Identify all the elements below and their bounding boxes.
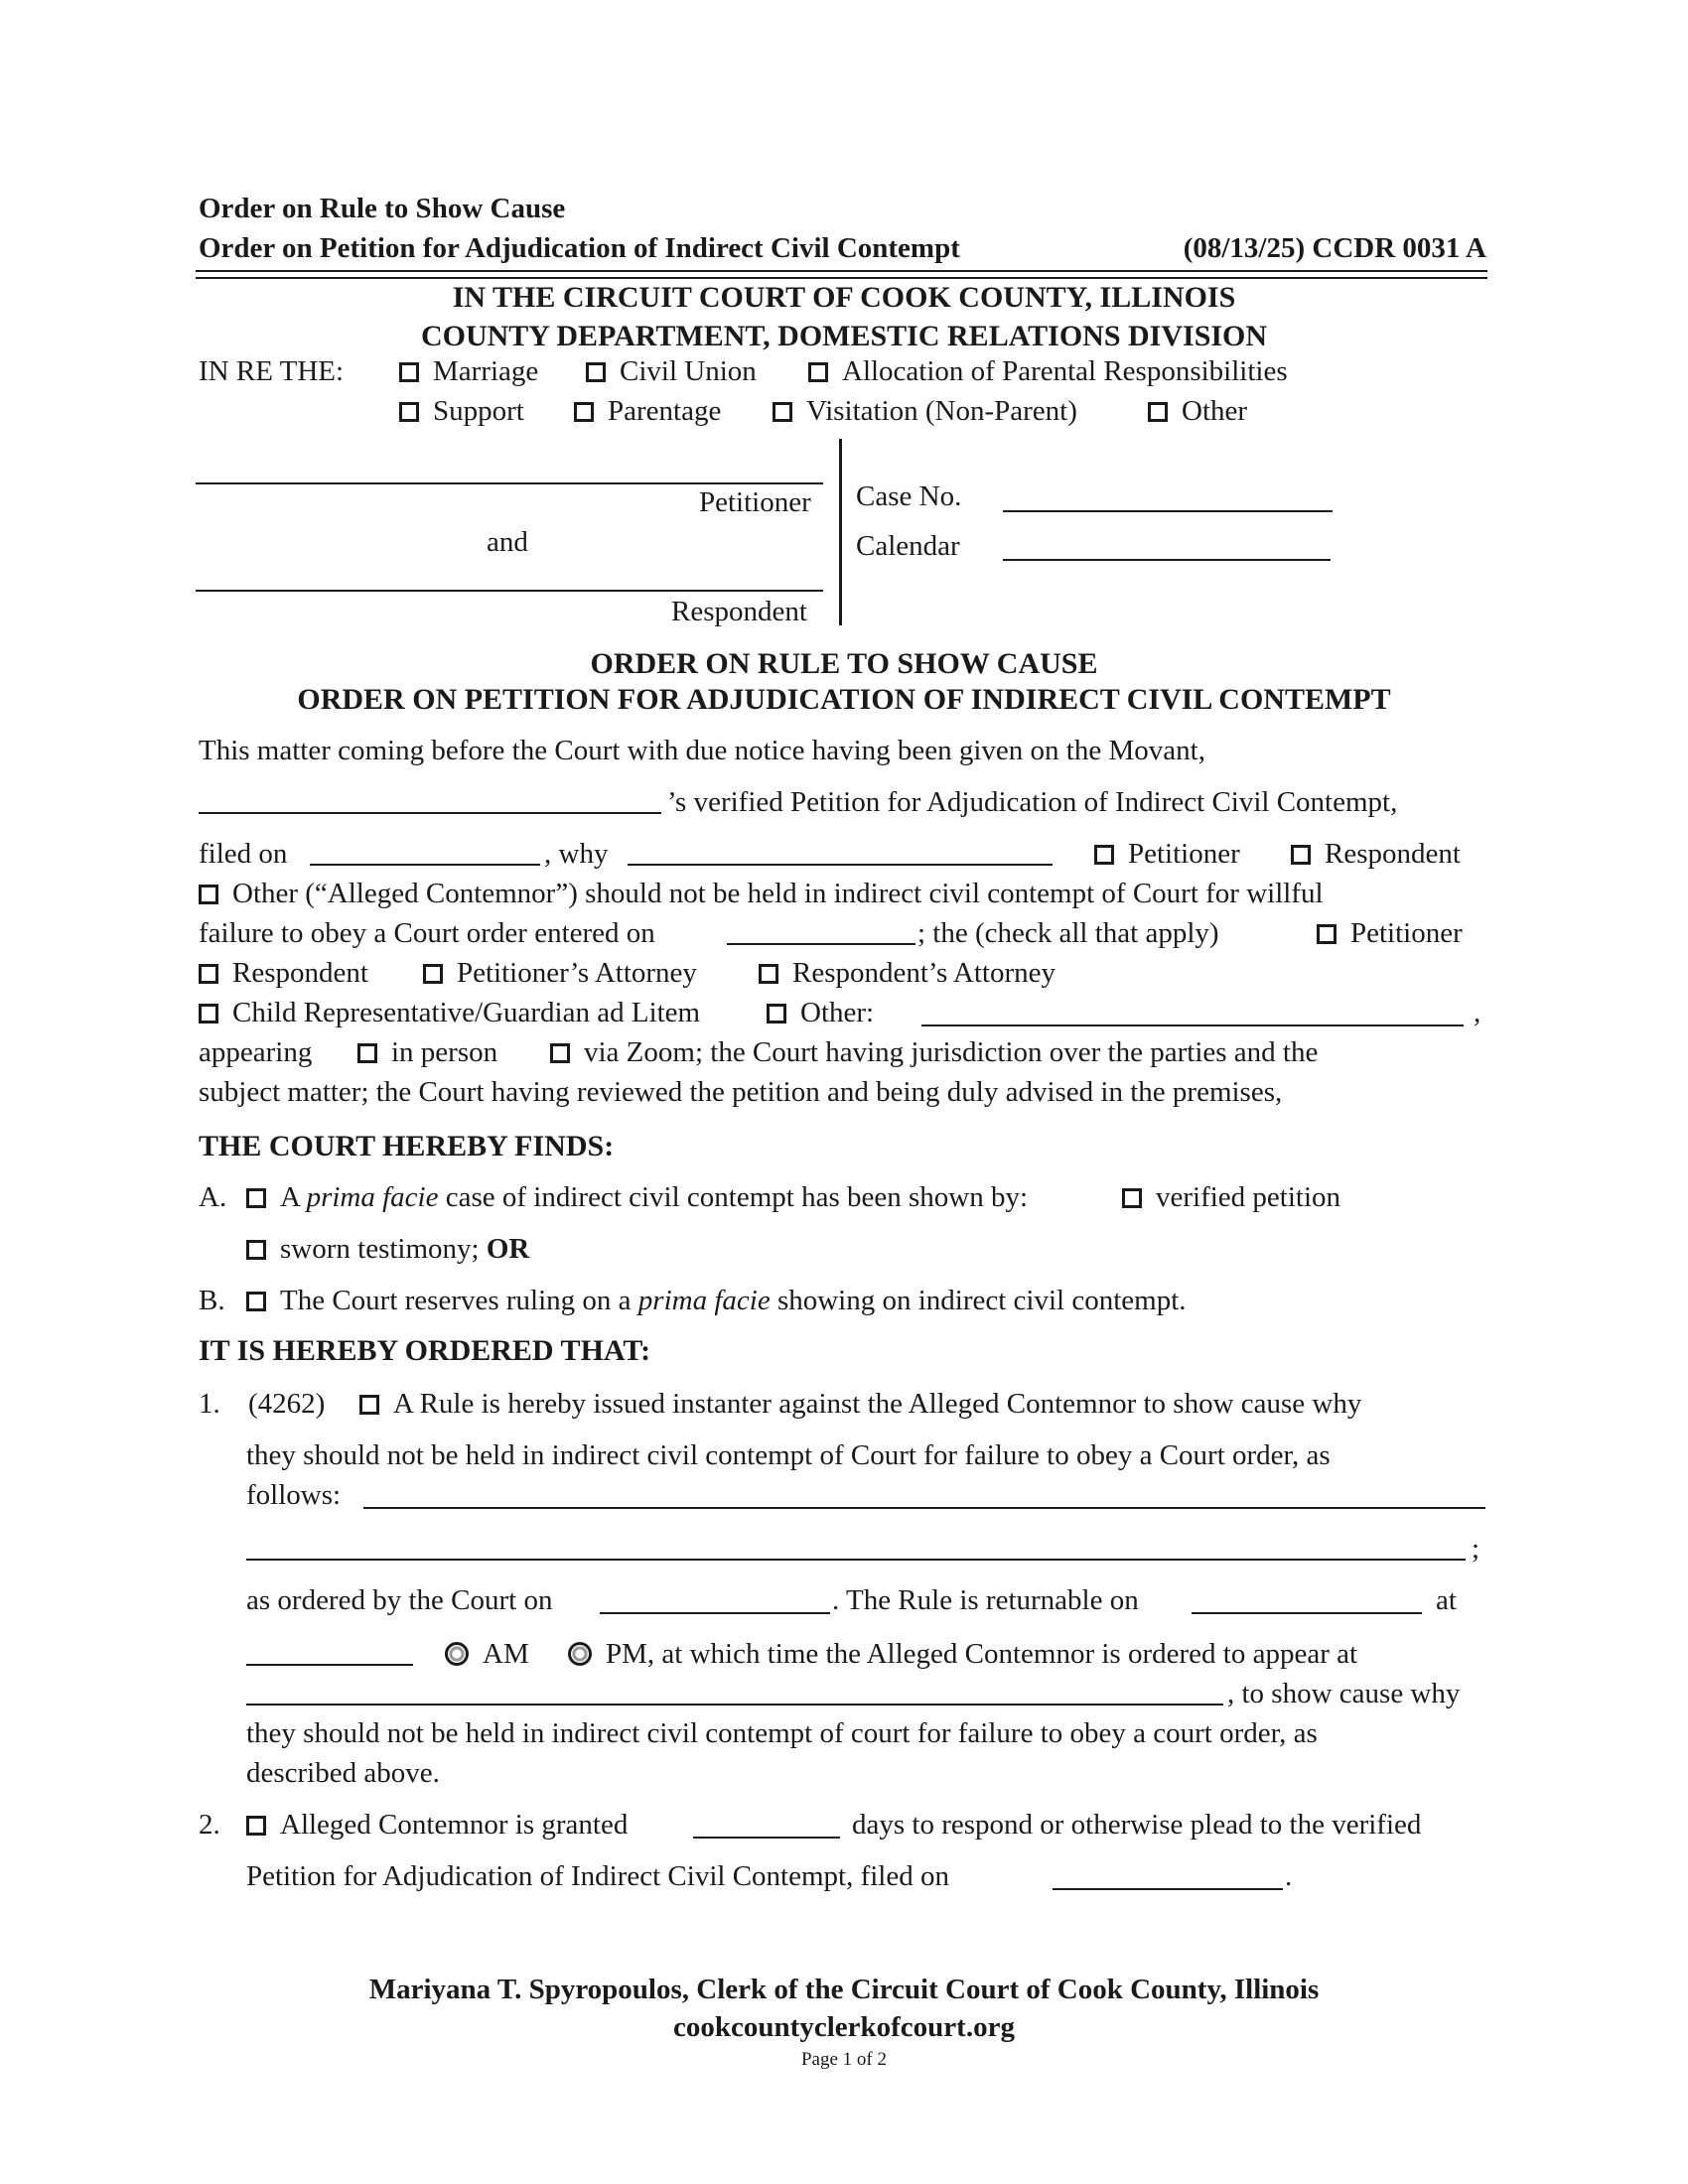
checkbox[interactable] — [550, 1043, 570, 1063]
check-verified-petition[interactable]: verified petition — [1122, 1181, 1340, 1214]
at-label: at — [1436, 1584, 1457, 1616]
order-entered-label: failure to obey a Court order entered on — [199, 917, 655, 949]
checkbox[interactable] — [1317, 924, 1336, 944]
finding-a-label: A. — [199, 1181, 227, 1213]
body-line-1: This matter coming before the Court with due notice having been given on the Movant, — [199, 735, 1205, 766]
ordered-on-field[interactable] — [600, 1612, 830, 1614]
footer-website[interactable]: cookcountyclerkofcourt.org — [673, 2011, 1015, 2043]
option-civil-union[interactable]: Civil Union — [586, 355, 757, 388]
option-parentage[interactable]: Parentage — [574, 395, 721, 428]
follows-field-1[interactable] — [363, 1507, 1485, 1509]
findings-heading: THE COURT HEREBY FINDS: — [199, 1130, 615, 1162]
item-2-granted[interactable]: Alleged Contemnor is granted — [246, 1809, 628, 1842]
period: . — [1285, 1860, 1293, 1892]
check-appear-petitioner[interactable]: Petitioner — [1317, 917, 1463, 950]
checkbox[interactable] — [399, 402, 419, 422]
finding-b[interactable]: The Court reserves ruling on a prima facie showing on indirect civil contempt. — [246, 1285, 1187, 1317]
option-visitation[interactable]: Visitation (Non-Parent) — [773, 395, 1077, 428]
checkbox[interactable] — [1291, 845, 1311, 865]
checkbox[interactable] — [574, 402, 594, 422]
court-heading-1: IN THE CIRCUIT COURT OF COOK COUNTY, ILLINOIS — [452, 281, 1236, 314]
case-no-field[interactable] — [1003, 510, 1333, 512]
item-1-line-8: they should not be held in indirect civil contempt of court for failure to obey a court order, as — [246, 1717, 1318, 1749]
petitioner-name-line[interactable] — [196, 482, 823, 484]
check-other-appearing[interactable]: Other: — [767, 997, 874, 1029]
filed-on-field[interactable] — [310, 864, 540, 866]
order-entered-field[interactable] — [727, 943, 915, 945]
caption-divider — [839, 439, 842, 625]
footer-page-number: Page 1 of 2 — [800, 2049, 887, 2070]
checkbox[interactable] — [357, 1043, 377, 1063]
calendar-field[interactable] — [1003, 559, 1331, 561]
ordered-on-label: as ordered by the Court on — [246, 1584, 553, 1616]
radio-button[interactable] — [568, 1642, 592, 1666]
ordered-heading: IT IS HEREBY ORDERED THAT: — [199, 1334, 651, 1367]
body-line-9: subject matter; the Court having reviewed the petition and being duly advised in the premises, — [199, 1076, 1283, 1108]
check-appear-respondent[interactable]: Respondent — [199, 957, 368, 990]
form-code: (08/13/25) CCDR 0031 A — [1183, 232, 1486, 264]
check-via-zoom[interactable]: via Zoom; the Court having jurisdiction over the parties and the — [550, 1036, 1318, 1069]
form-title-2: Order on Petition for Adjudication of Indirect Civil Contempt — [199, 232, 960, 264]
returnable-date-field[interactable] — [1192, 1612, 1422, 1614]
respondent-label: Respondent — [671, 596, 807, 627]
form-title-1: Order on Rule to Show Cause — [199, 193, 566, 224]
option-support[interactable]: Support — [399, 395, 524, 428]
other-appearing-field[interactable] — [921, 1024, 1464, 1026]
footer-clerk: Mariyana T. Spyropoulos, Clerk of the Circuit Court of Cook County, Illinois — [368, 1974, 1320, 2005]
filed-on-label: filed on — [199, 838, 288, 870]
check-child-rep[interactable]: Child Representative/Guardian ad Litem — [199, 997, 700, 1029]
item-1-line-2: they should not be held in indirect civil contempt of Court for failure to obey a Court order, as — [246, 1439, 1331, 1471]
appearing-label: appearing — [199, 1036, 313, 1068]
checkbox[interactable] — [808, 362, 828, 382]
item-1-follows-label: follows: — [246, 1479, 342, 1511]
court-heading-2: COUNTY DEPARTMENT, DOMESTIC RELATIONS DIVISION — [420, 320, 1268, 352]
days-field[interactable] — [693, 1837, 840, 1839]
returnable-label: . The Rule is returnable on — [832, 1584, 1139, 1616]
option-marriage[interactable]: Marriage — [399, 355, 538, 388]
radio-button[interactable] — [445, 1642, 469, 1666]
option-other[interactable]: Other — [1148, 395, 1247, 428]
comma: , — [1474, 997, 1481, 1028]
checkbox[interactable] — [199, 1004, 218, 1024]
follows-field-2[interactable] — [246, 1559, 1466, 1561]
option-allocation[interactable]: Allocation of Parental Responsibilities — [808, 355, 1288, 388]
order-title-2: ORDER ON PETITION FOR ADJUDICATION OF INDIRECT CIVIL CONTEMPT — [297, 683, 1391, 716]
header-rule-bottom — [196, 277, 1487, 279]
checkbox[interactable] — [1122, 1188, 1142, 1208]
checkbox[interactable] — [759, 964, 778, 984]
calendar-label: Calendar — [856, 530, 960, 562]
petition-filed-field[interactable] — [1053, 1888, 1283, 1890]
item-2-number: 2. — [199, 1809, 220, 1841]
checkbox[interactable] — [246, 1816, 266, 1836]
checkbox[interactable] — [359, 1395, 379, 1415]
check-all-label: ; the (check all that apply) — [917, 917, 1219, 949]
case-no-label: Case No. — [856, 480, 962, 512]
radio-am[interactable]: AM — [445, 1638, 529, 1671]
appear-location-field[interactable] — [246, 1704, 1223, 1706]
check-petitioner-attorney[interactable]: Petitioner’s Attorney — [423, 957, 697, 990]
body-line-2: ’s verified Petition for Adjudication of Indirect Civil Contempt, — [667, 786, 1398, 818]
checkbox[interactable] — [1148, 402, 1168, 422]
time-field[interactable] — [246, 1664, 413, 1666]
header-rule-top — [196, 270, 1487, 272]
checkbox[interactable] — [246, 1292, 266, 1311]
item-1-line-9: described above. — [246, 1757, 440, 1789]
item-1-code: (4262) — [248, 1388, 326, 1420]
petitioner-label: Petitioner — [699, 486, 811, 518]
in-re-label: IN RE THE: — [199, 355, 345, 387]
check-respondent[interactable]: Respondent — [1291, 838, 1461, 871]
radio-pm[interactable]: PM, at which time the Alleged Contemnor is ordered to appear at — [568, 1638, 1357, 1671]
why-label: , why — [544, 838, 609, 870]
and-label: and — [487, 526, 528, 558]
checkbox[interactable] — [1094, 845, 1114, 865]
movant-name-field[interactable] — [199, 812, 661, 814]
respondent-name-line[interactable] — [196, 590, 823, 592]
checkbox[interactable] — [399, 362, 419, 382]
checkbox[interactable] — [199, 885, 218, 904]
check-other-contemnor[interactable]: Other (“Alleged Contemnor”) should not be held in indirect civil contempt of Court for willful — [199, 878, 1324, 910]
why-field[interactable] — [628, 864, 1053, 866]
check-in-person[interactable]: in person — [357, 1036, 497, 1069]
checkbox[interactable] — [586, 362, 606, 382]
checkbox[interactable] — [246, 1240, 266, 1260]
checkbox[interactable] — [246, 1188, 266, 1208]
show-cause-label: , to show cause why — [1227, 1678, 1461, 1709]
order-title-1: ORDER ON RULE TO SHOW CAUSE — [590, 647, 1098, 680]
checkbox[interactable] — [199, 964, 218, 984]
finding-b-label: B. — [199, 1285, 225, 1316]
checkbox[interactable] — [773, 402, 792, 422]
check-sworn-testimony[interactable]: sworn testimony; OR — [246, 1233, 529, 1266]
semicolon: ; — [1472, 1533, 1480, 1565]
checkbox[interactable] — [423, 964, 443, 984]
checkbox[interactable] — [767, 1004, 786, 1024]
check-petitioner[interactable]: Petitioner — [1094, 838, 1240, 871]
item-1-rule[interactable]: A Rule is hereby issued instanter against the Alleged Contemnor to show cause why — [359, 1388, 1361, 1421]
item-2-line-2: Petition for Adjudication of Indirect Civil Contempt, filed on — [246, 1860, 949, 1892]
finding-a[interactable]: A prima facie case of indirect civil contempt has been shown by: — [246, 1181, 1028, 1214]
check-respondent-attorney[interactable]: Respondent’s Attorney — [759, 957, 1055, 990]
item-1-number: 1. — [199, 1388, 220, 1420]
item-2-line-1b: days to respond or otherwise plead to the verified — [852, 1809, 1422, 1841]
